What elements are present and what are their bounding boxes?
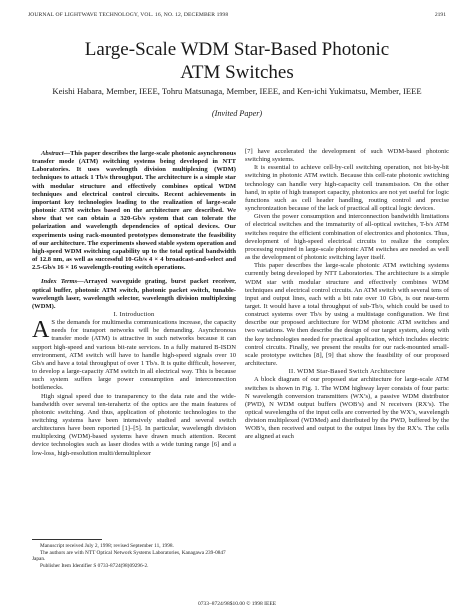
abstract — [32, 150, 236, 272]
right-column — [245, 148, 449, 442]
footnote-divider — [32, 539, 102, 540]
body-paragraph-4: This paper describes the large-scale photonic ATM switching systems currently being developed by NTT Laboratories. The architecture is a simple WDM star with modular structure and effectively combines WDM techniques and electrical control circuits. An ATM switch with several tens of input and output lines, each with a bit rate over 10 Gb/s, is our near-term target. It would have a total throughput of sub-Tb/s, which could be used to construct systems over Tb/s by using a multistage configuration. We first describe our proposed architecture for WDM photonic ATM switches and two variations. We then describe the design of our target system, along with the key technologies needed for practical application, which includes electric control circuits. Finally, we present the results for our rack-mounted small-scale prototype switches [8], [9] that show the feasibility of our proposed architecture. — [245, 262, 449, 368]
abstract-text: This paper describes the large-scale photonic asynchronous transfer mode (ATM) switching systems being developed in NTT Laboratories. It uses wavelength division multiplexing (WDM) techniques to attack 1 Tb/s throughput. The architecture is a simple star with modular structure and effectively combines optical WDM techniques and electrical control circuits. Recent achievements in important key technologies leading to the realization of large-scale photonic ATM switches based on the architecture are described. We show that we can obtain a 320-Gb/s system that can tolerate the polarization and wavelength dependencies of optical devices. Our experiments using rack-mounted prototypes demonstrate the feasibility of our architecture. The experiments showed stable system operation and high-speed WDM switching capability up to the total optical bandwidth of 12.8 nm, as well as successful 10-Gb/s 4 × 4 broadcast-and-select and 2.5-Gb/s 16 × 16 wavelength-routing switch operations. — [32, 150, 236, 272]
footnote-manuscript: Manuscript received July 2, 1998; revised September 11, 1998. — [40, 543, 174, 549]
author-list: Keishi Habara, Member, IEEE, Tohru Matsunaga, Member, IEEE, and Ken-ichi Yukimatsu, Member, IEEE — [52, 86, 422, 96]
intro-paragraph-1-text: S the demands for multimedia communications increase, the capacity needs for transport networks will be demanding. Asynchronous transfer mode (ATM) is attractive in such networks because it can support high-speed and various bit-rate services. In a fully matured B-ISDN environment, ATM switch will have to handle high-speed signals over 10 Gb/s and have a total throughput of over 1 Tb/s. It is quite difficult, however, to develop a large-capacity ATM switch in all electrical way. This is because such system suffers large power consumption and interconnection bottlenecks. — [32, 319, 236, 392]
left-column — [32, 150, 236, 458]
intro-paragraph-2: High signal speed due to transparency to the data rate and the wide-bandwidth over several ten-terahertz of the optics are the main features of photonic switching. And thus, application of photonic technologies to the switching systems have been intensively studied and several switch architectures have been reported [1]–[5]. In particular, wavelength division multiplexing (WDM)-based systems have drawn much attention. Recent device technologies such as laser diodes with a wide tuning range [6] and a low-loss, high-resolution multi/demultiplexer — [32, 392, 236, 457]
index-terms — [32, 278, 236, 311]
running-head: JOURNAL OF LIGHTWAVE TECHNOLOGY, VOL. 16, NO. 12, DECEMBER 1998 — [28, 12, 229, 18]
body-paragraph-2: It is essential to achieve cell-by-cell switching operation, not bit-by-bit switching in photonic ATM switch. Because this cell-rate photonic switching technology can handle very high-capacity cell transmission. On the other hand, in spite of high transport capacity, photonics are not yet useful for logic functions such as cell header handling, routing control and precise synchronization because of the lack of practical all optical logic devices. — [245, 164, 449, 213]
section-heading-introduction: I. Introduction — [113, 310, 155, 318]
footnote-affiliation: The authors are with NTT Optical Network Systems Laboratories, Kanagawa 239-0847 Japan. — [32, 549, 226, 562]
intro-paragraph-1 — [32, 319, 236, 392]
title-line-1: Large-Scale WDM Star-Based Photonic — [84, 39, 390, 60]
footnote-identifier: Publisher Item Identifier S 0733-8724(98)09296-2. — [40, 562, 149, 569]
section-heading-architecture: II. WDM Star-Based Switch Architecture — [288, 368, 406, 376]
invited-paper-label: (Invited Paper) — [211, 109, 263, 118]
body-paragraph-5: A block diagram of our proposed star architecture for large-scale ATM switches is shown in Fig. 1. The WDM highway layer consists of four parts: N wavelength conversion transmitters (WX’s), a passive WDM distributor (PWD), N WDM output buffers (WOB’s) and N receivers (RX’s). The optical wavelengths of the input cells are converted by the WX’s, wavelength division multiplexed (WDMed) and distributed by the PWD, buffered by the WOB’s, then received and output to the output lines by the RX’s. The cells are aligned at each — [245, 376, 449, 441]
title-line-2: ATM Switches — [180, 62, 294, 83]
index-terms-label: Index Terms— — [41, 278, 84, 286]
footnotes — [32, 543, 236, 569]
body-paragraph-1: [7] have accelerated the development of such WDM-based photonic switching systems. — [245, 148, 449, 164]
page-number: 2191 — [434, 12, 446, 18]
paper-title — [0, 38, 474, 84]
index-terms-text: Arrayed waveguide grating, burst packet receiver, optical buffer, photonic ATM switch, photonic packet switch, tunable-wavelength laser, wavelength selector, wavelength division multiplexing (WDM). — [32, 278, 236, 310]
abstract-label: Abstract— — [41, 150, 71, 157]
copyright-footer: 0733–8724/98$10.00 © 1998 IEEE — [197, 601, 277, 607]
body-paragraph-3: Given the power consumption and interconnection bandwidth limitations of electrical switches and the immaturity of all-optical switches, T-b/s ATM switches require the efficient combination of electronics and photonics. Thus, development of high-speed electrical circuits to realize the complex processing required in large-scale photonic ATM switches are needed as well as the development of photonic switching layer itself. — [245, 213, 449, 262]
drop-cap: A — [32, 317, 50, 344]
